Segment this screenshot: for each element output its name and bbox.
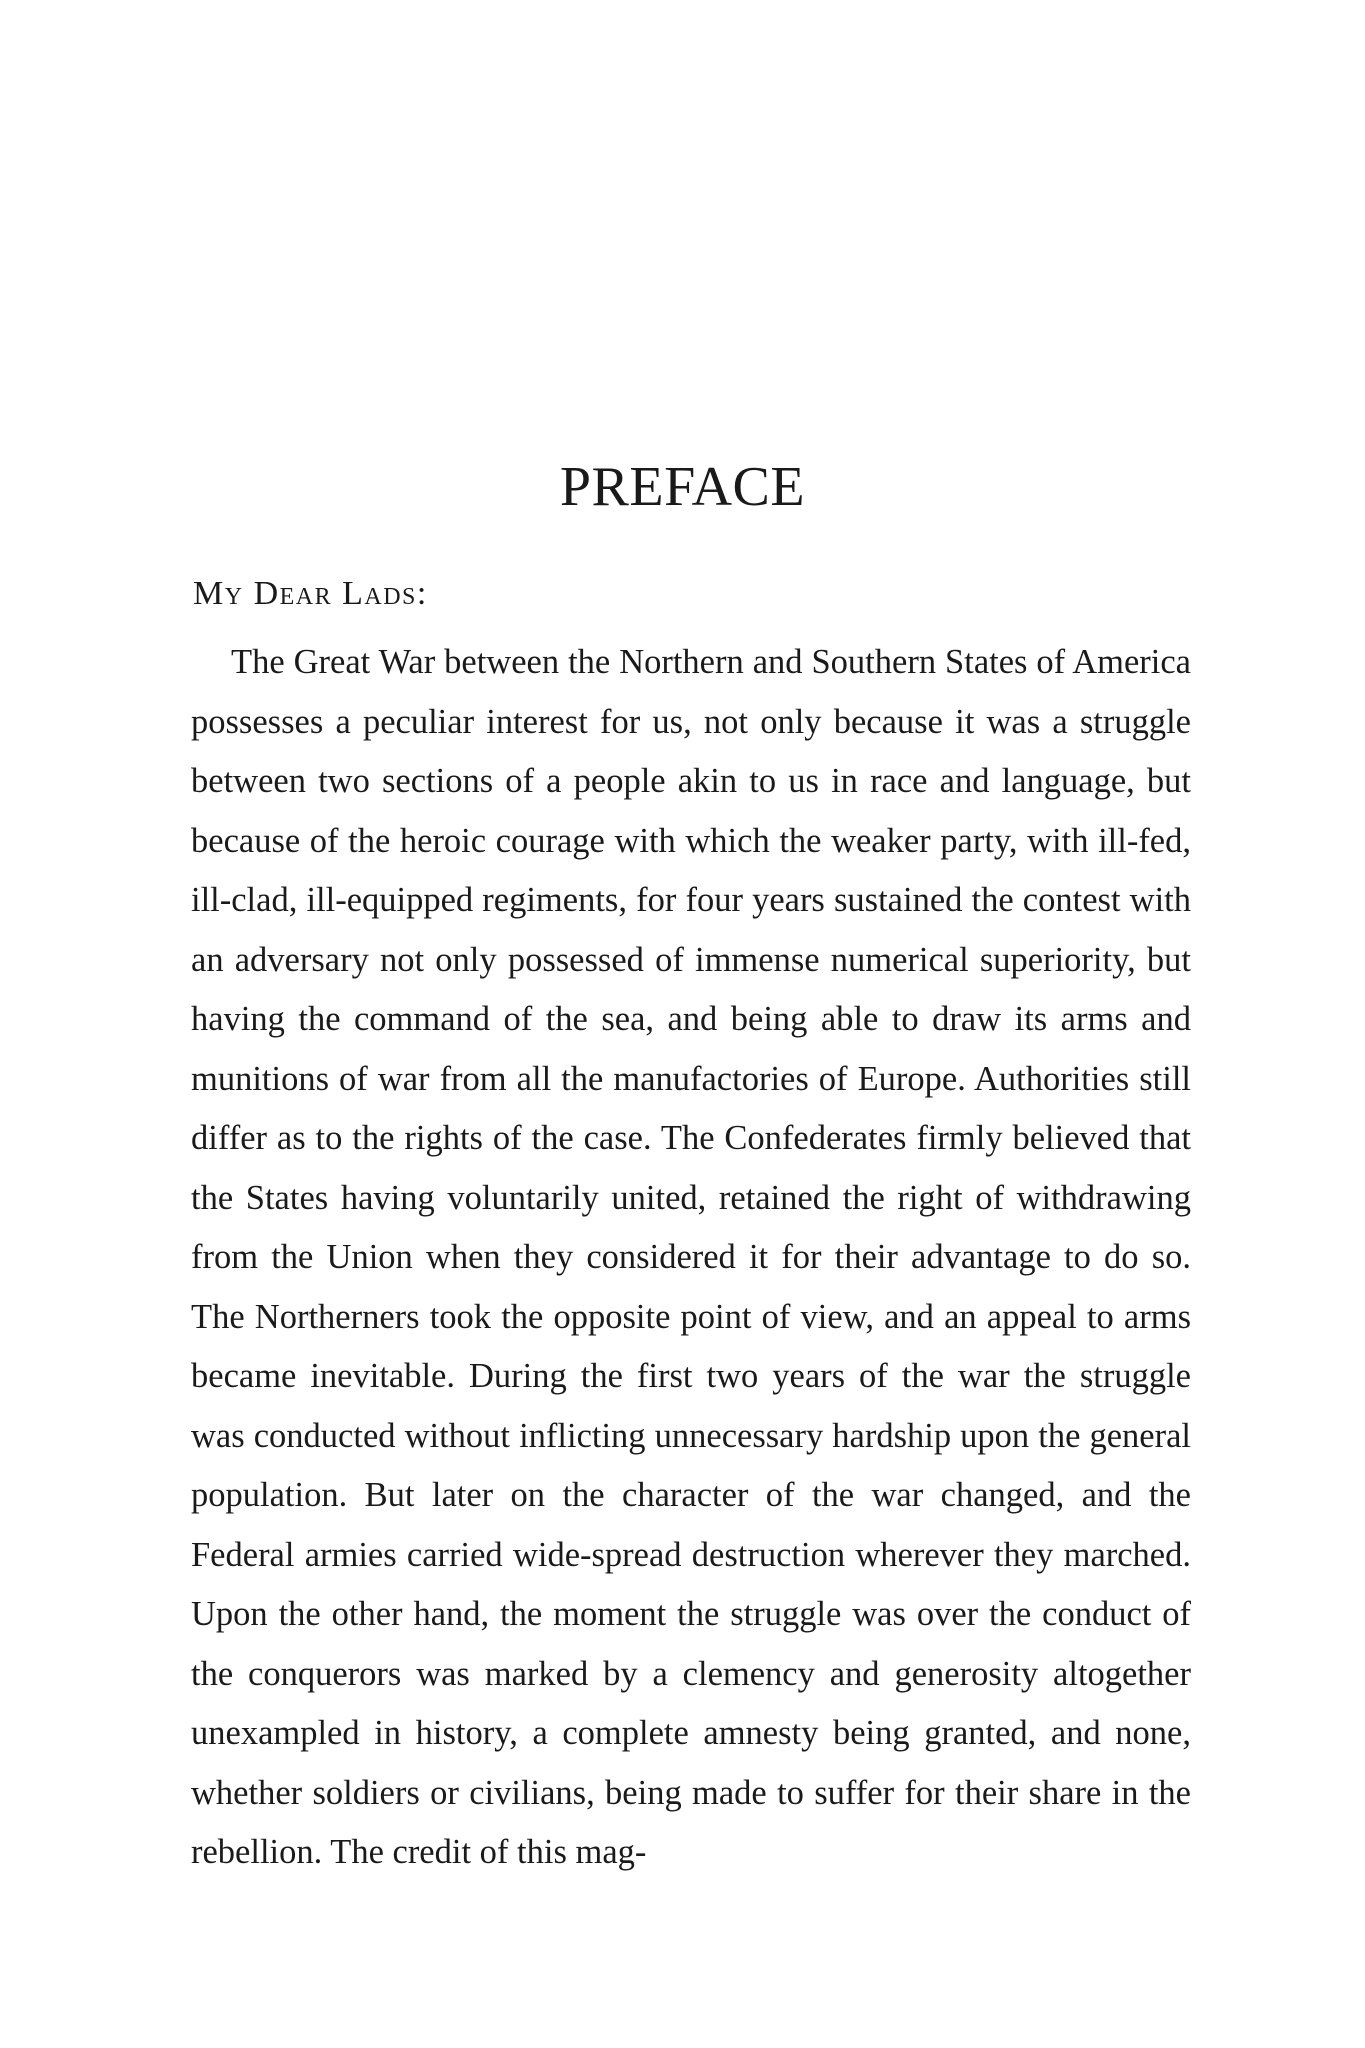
salutation: My Dear Lads: <box>193 575 428 612</box>
page-title: PREFACE <box>559 456 806 518</box>
body-paragraph: The Great War between the Northern and Southern States of America possesses a peculiar interest for us, not only because it was a struggle between two sections of a people akin to us in race and language, but because of the heroic courage with which the weaker party, with ill-fed, ill-clad, ill-equipped regiments, for four years sustained the contest with an adversary not only possessed of immense numerical superiority, but having the command of the sea, and being able to draw its arms and munitions of war from all the manufactories of Europe. Authorities still differ as to the rights of the case. The Confederates firmly believed that the States having voluntarily united, retained the right of withdrawing from the Union when they considered it for their advantage to do so. The Northerners took the opposite point of view, and an appeal to arms became inevitable. During the first two years of the war the struggle was conducted without inflicting unnecessary hardship upon the general population. But later on the character of the war changed, and the Federal armies carried wide-spread destruction wherever they marched. Upon the other hand, the moment the struggle was over the conduct of the conquerors was marked by a clemency and generosity altogether unexampled in history, a complete amnesty being granted, and none, whether soldiers or civilians, being made to suffer for their share in the rebellion. The credit of this mag- <box>191 643 1191 1871</box>
